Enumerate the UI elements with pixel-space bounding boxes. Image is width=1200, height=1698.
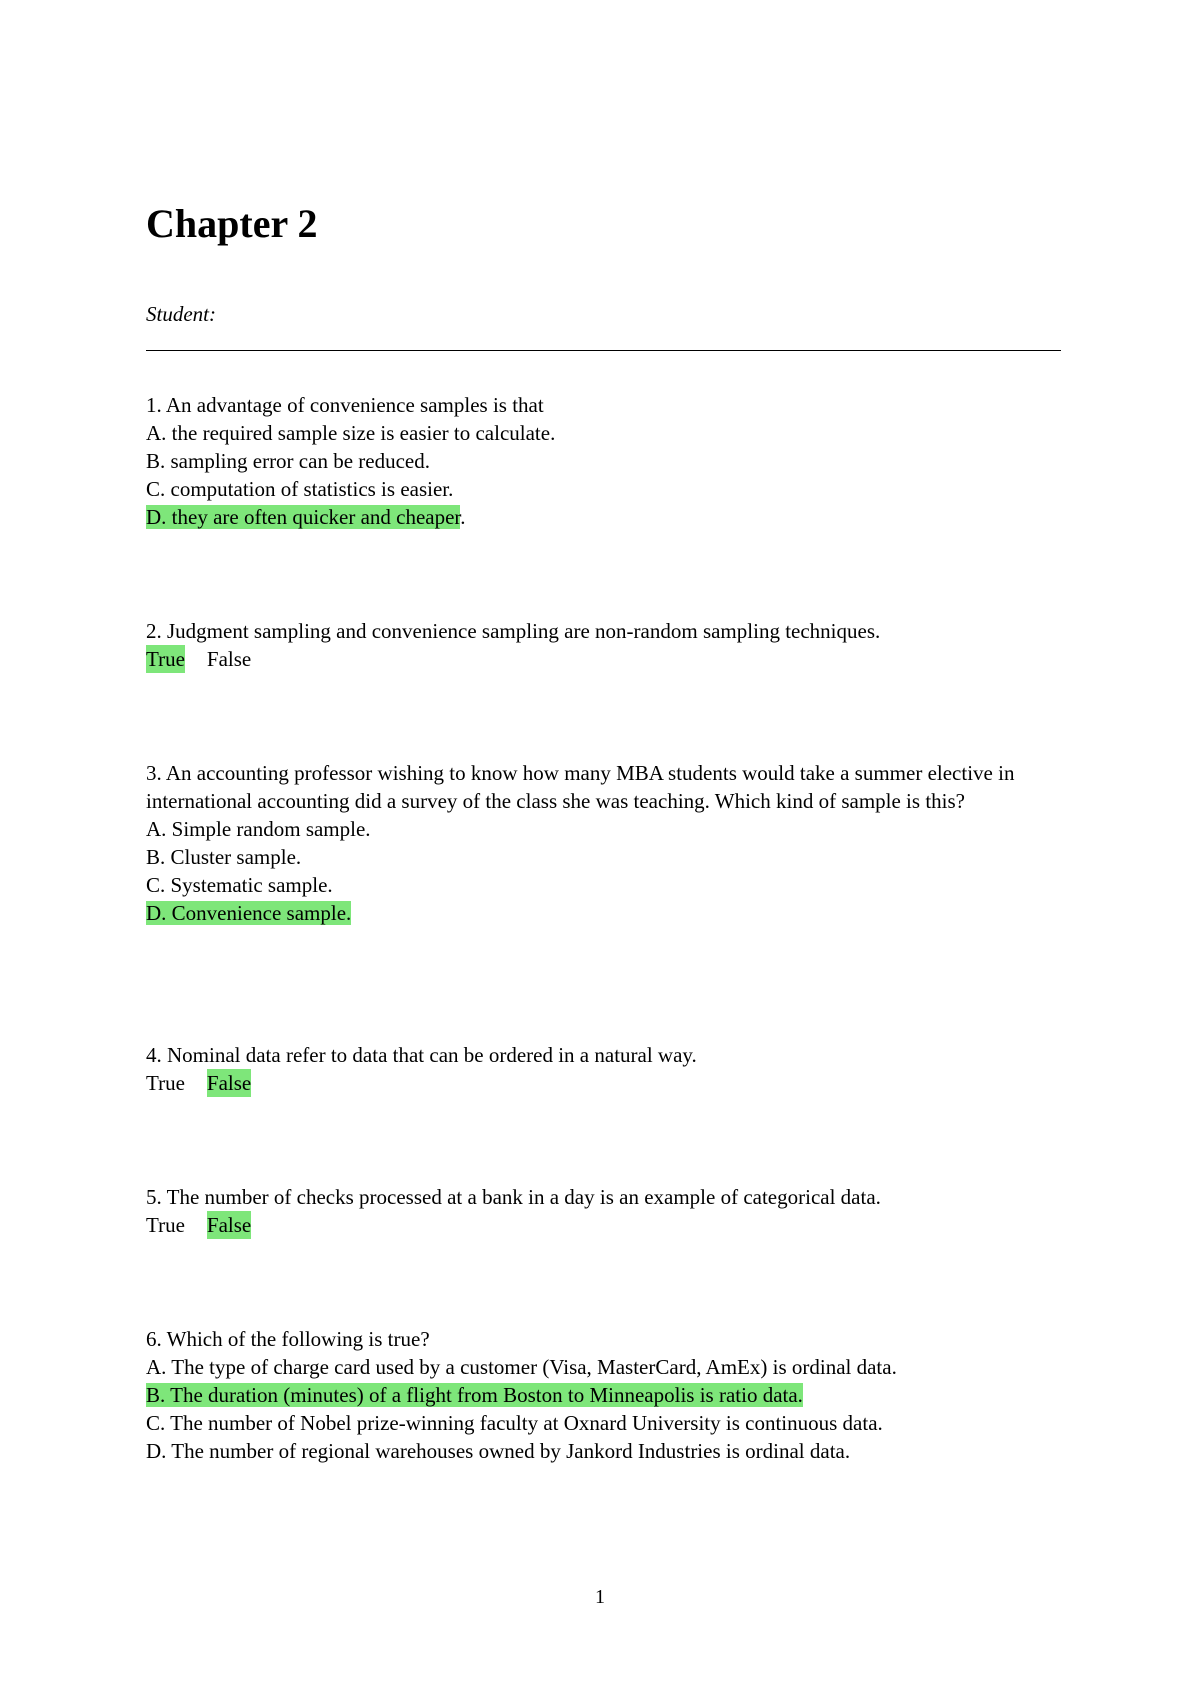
true-false-options	[146, 645, 1066, 673]
option-a: A. The type of charge card used by a customer (Visa, MasterCard, AmEx) is ordinal data.	[146, 1355, 897, 1379]
true-option: True	[146, 1071, 185, 1095]
question-3	[146, 759, 1066, 927]
option-a: A. Simple random sample.	[146, 817, 371, 841]
option-b	[146, 1381, 1066, 1409]
question-stem: 2. Judgment sampling and convenience sampling are non-random sampling techniques.	[146, 619, 881, 643]
option-b: B. Cluster sample.	[146, 845, 302, 869]
question-1	[146, 391, 1066, 531]
student-label: Student:	[146, 302, 216, 326]
true-option: True	[146, 1213, 185, 1237]
option-c: C. Systematic sample.	[146, 873, 333, 897]
question-stem: 6. Which of the following is true?	[146, 1327, 430, 1351]
false-option: False	[206, 647, 252, 671]
option-c: C. computation of statistics is easier.	[146, 477, 454, 501]
false-option: False	[206, 1071, 252, 1095]
student-name-line	[146, 350, 1061, 351]
true-false-options	[146, 1211, 1066, 1239]
option-d: D. they are often quicker and cheaper.	[146, 505, 466, 529]
option-c: C. The number of Nobel prize-winning faculty at Oxnard University is continuous data.	[146, 1411, 883, 1435]
false-option: False	[206, 1213, 252, 1237]
question-stem: 5. The number of checks processed at a bank in a day is an example of categorical data.	[146, 1185, 881, 1209]
question-stem: 3. An accounting professor wishing to know how many MBA students would take a summer elective in international accounting did a survey of the class she was teaching. Which kind of sample is this?	[146, 761, 1015, 813]
answer-highlight: D. Convenience sample.	[146, 901, 352, 925]
question-stem: 4. Nominal data refer to data that can be ordered in a natural way.	[146, 1043, 697, 1067]
page-number: 1	[595, 1586, 605, 1608]
answer-highlight: D. they are often quicker and cheaper	[146, 505, 461, 529]
question-6	[146, 1325, 1066, 1465]
question-2	[146, 617, 1066, 673]
option-a: A. the required sample size is easier to calculate.	[146, 421, 556, 445]
page-title: Chapter 2	[146, 201, 318, 246]
question-4	[146, 1041, 1066, 1097]
true-false-options	[146, 1069, 1066, 1097]
option-b: B. sampling error can be reduced.	[146, 449, 430, 473]
question-5	[146, 1183, 1066, 1239]
question-stem: 1. An advantage of convenience samples is that	[146, 393, 544, 417]
answer-highlight: B. The duration (minutes) of a flight from Boston to Minneapolis is ratio data.	[146, 1383, 803, 1407]
option-d: D. The number of regional warehouses owned by Jankord Industries is ordinal data.	[146, 1439, 851, 1463]
true-option: True	[146, 647, 185, 671]
option-d	[146, 899, 1066, 927]
